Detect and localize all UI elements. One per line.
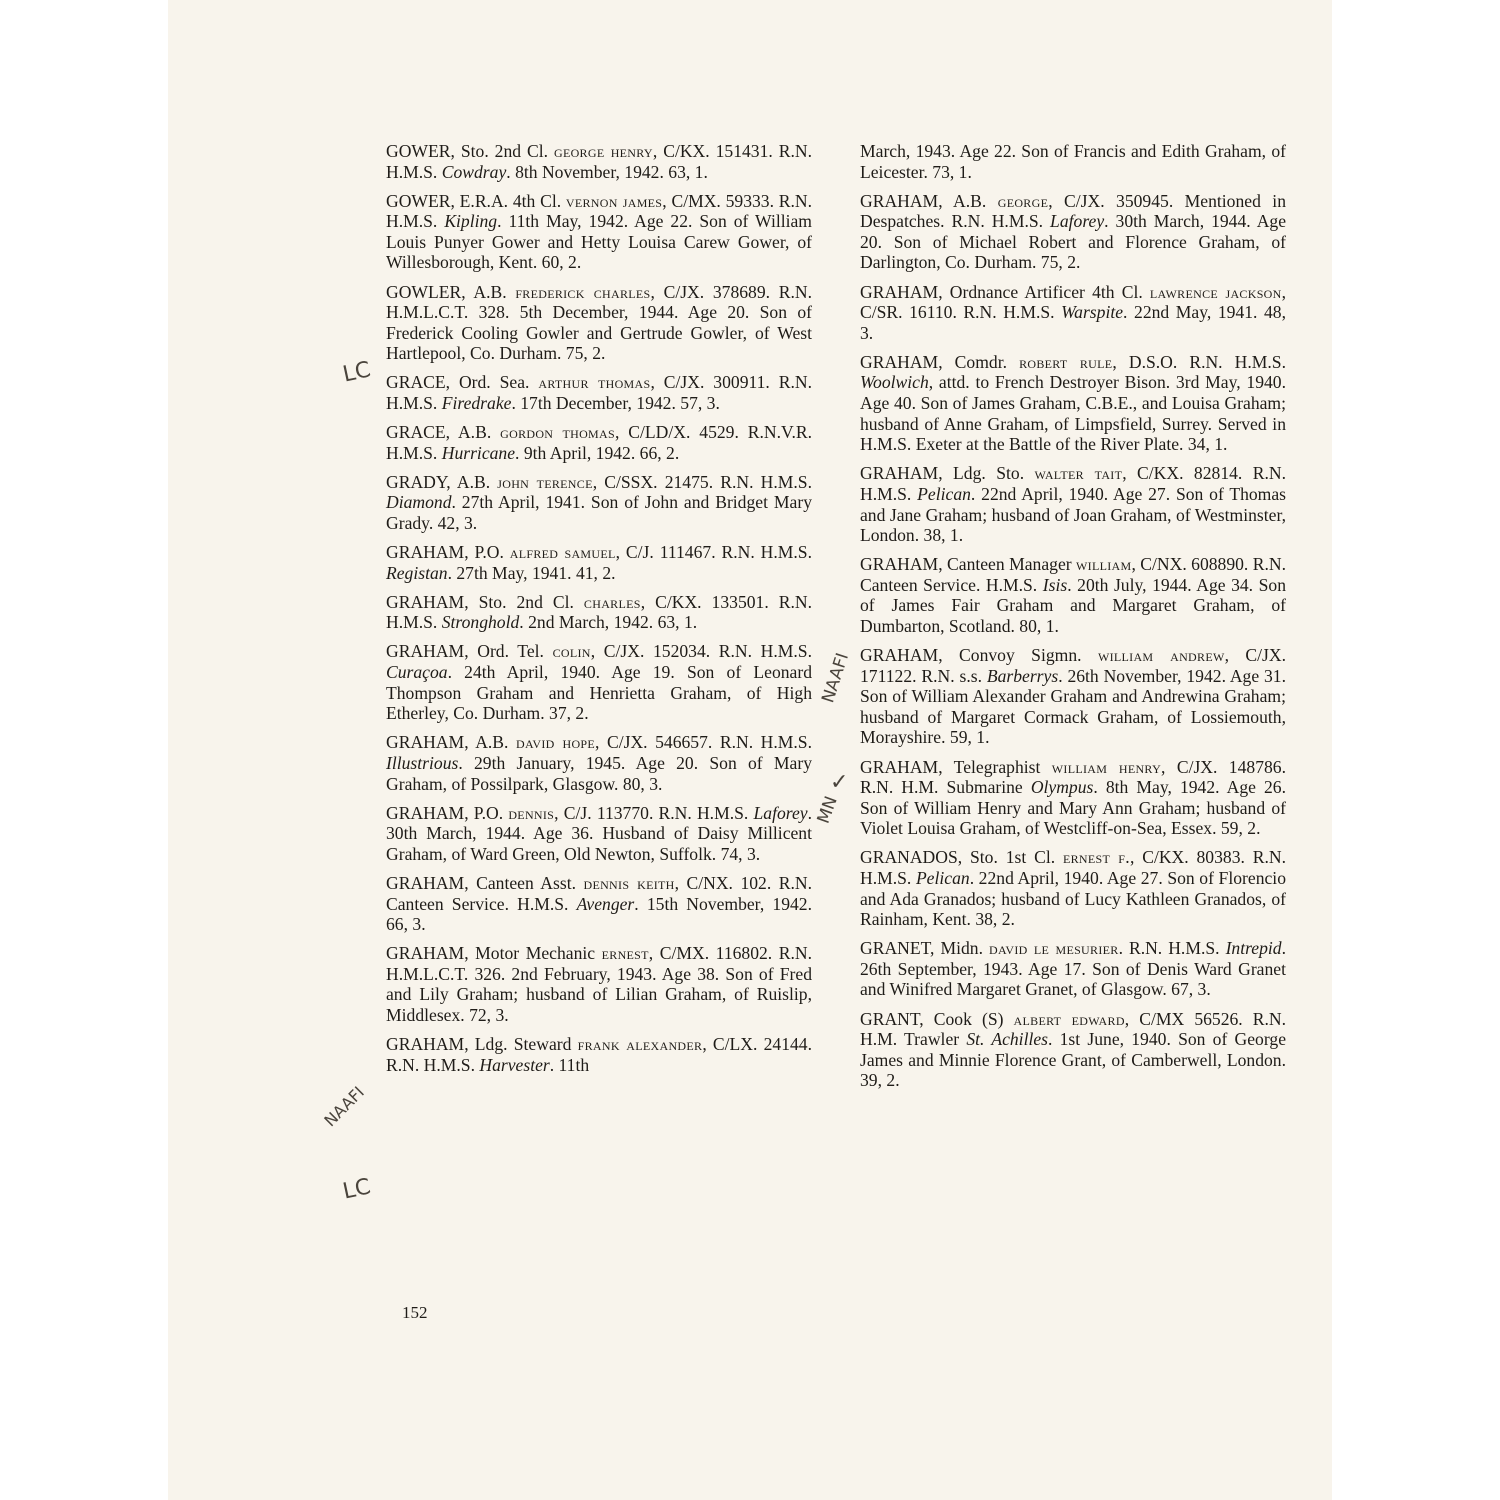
page-number: 152 (402, 1303, 428, 1322)
handwritten-note-mn: MN (813, 793, 842, 827)
list-item: GRAHAM, P.O. dennis, C/J. 113770. R.N. H.M.S. Laforey. 30th March, 1944. Age 36. Husband of Daisy Millicent Graham, of Ward Green, Old Newton, Suffolk. 74, 3. (386, 802, 813, 864)
list-item: GRAHAM, Ldg. Steward frank alexander, C/LX. 24144. R.N. H.M.S. Harvester. 11th (386, 1034, 812, 1075)
right-scan-margin (1332, 0, 1500, 1500)
list-item: GRAHAM, Ord. Tel. colin, C/JX. 152034. R.N. H.M.S. Curaçoa. 24th April, 1940. Age 19. Son of Leonard Thompson Graham and Henrietta Graham, of High Etherley, Co. Durham. 37, 2. (386, 641, 812, 724)
handwritten-note-naafi: NAAFI (320, 1082, 368, 1131)
handwritten-note-naafi: NAAFI (818, 650, 854, 706)
list-item: GRAHAM, Canteen Manager william, C/NX. 608890. R.N. Canteen Service. H.M.S. Isis. 20th July, 1944. Age 34. Son of James Fair Graham and Margaret Graham, of Dumbarton, Scotland. 80, 1. (860, 554, 1286, 636)
list-item: GRAHAM, Telegraphist william henry, C/JX. 148786. R.N. H.M. Submarine Olympus. 8th May, 1942. Age 26. Son of William Henry and Mary Ann Graham; husband of Violet Louisa Graham, of Westcliff-on-Sea, Essex. 59, 2. (860, 756, 1287, 839)
list-item: GRADY, A.B. john terence, C/SSX. 21475. R.N. H.M.S. Diamond. 27th April, 1941. Son of John and Bridget Mary Grady. 42, 3. (386, 471, 812, 533)
list-item: GRAHAM, A.B. george, C/JX. 350945. Mentioned in Despatches. R.N. H.M.S. Laforey. 30th March, 1944. Age 20. Son of Michael Robert and Florence Graham, of Darlington, Co. Durham. 75, 2. (860, 190, 1287, 273)
list-item: GRAHAM, Ordnance Artificer 4th Cl. lawrence jackson, C/SR. 16110. R.N. H.M.S. Warspite. 22nd May, 1941. 48, 3. (860, 281, 1287, 343)
handwritten-note-lc: LC (340, 1174, 373, 1205)
right-column (860, 141, 1286, 1099)
list-item: GRAHAM, Canteen Asst. dennis keith, C/NX. 102. R.N. Canteen Service. H.M.S. Avenger. 15th November, 1942. 66, 3. (386, 872, 812, 935)
list-item: March, 1943. Age 22. Son of Francis and Edith Graham, of Leicester. 73, 1. (860, 141, 1286, 182)
list-item: GRANET, Midn. david le mesurier. R.N. H.M.S. Intrepid. 26th September, 1943. Age 17. Son of Denis Ward Granet and Winifred Margaret Granet, of Glasgow. 67, 3. (860, 938, 1286, 1000)
list-item: GRAHAM, Comdr. robert rule, D.S.O. R.N. H.M.S. Woolwich, attd. to French Destroyer Bison. 3rd May, 1940. Age 40. Son of James Graham, C.B.E., and Louisa Graham; husband of Anne Graham, of Limpsfield, Surrey. Served in H.M.S. Exeter at the Battle of the River Plate. 34, 1. (860, 351, 1286, 455)
list-item: GOWLER, A.B. frederick charles, C/JX. 378689. R.N. H.M.L.C.T. 328. 5th December, 1944. Age 20. Son of Frederick Cooling Gowler and Gertrude Gowler, of West Hartlepool, Co. Durham. 75, 2. (386, 281, 812, 364)
list-item: GRAHAM, Ldg. Sto. walter tait, C/KX. 82814. R.N. H.M.S. Pelican. 22nd April, 1940. Age 27. Son of Thomas and Jane Graham; husband of Joan Graham, of Westminster, London. 38, 1. (860, 463, 1287, 546)
list-item: GRANT, Cook (S) albert edward, C/MX 56526. R.N. H.M. Trawler St. Achilles. 1st June, 1940. Son of George James and Minnie Florence Grant, of Camberwell, London. 39, 2. (860, 1008, 1287, 1091)
list-item: GRACE, Ord. Sea. arthur thomas, C/JX. 300911. R.N. H.M.S. Firedrake. 17th December, 1942. 57, 3. (386, 372, 812, 414)
left-column (386, 141, 812, 1084)
handwritten-tick-mark: ✓ (830, 770, 849, 795)
list-item: GRACE, A.B. gordon thomas, C/LD/X. 4529. R.N.V.R. H.M.S. Hurricane. 9th April, 1942. 66, 2. (386, 422, 812, 463)
handwritten-note-lc: LC (340, 357, 373, 388)
list-item: GRANADOS, Sto. 1st Cl. ernest f., C/KX. 80383. R.N. H.M.S. Pelican. 22nd April, 1940. Age 27. Son of Florencio and Ada Granados; husband of Lucy Kathleen Granados, of Rainham, Kent. 38, 2. (860, 847, 1286, 930)
list-item: GRAHAM, Sto. 2nd Cl. charles, C/KX. 133501. R.N. H.M.S. Stronghold. 2nd March, 1942. 63, 1. (386, 591, 812, 633)
list-item: GRAHAM, Motor Mechanic ernest, C/MX. 116802. R.N. H.M.L.C.T. 326. 2nd February, 1943. Age 38. Son of Fred and Lily Graham; husband of Lilian Graham, of Ruislip, Middlesex. 72, 3. (386, 943, 813, 1025)
left-scan-margin (0, 0, 168, 1500)
list-item: GRAHAM, A.B. david hope, C/JX. 546657. R.N. H.M.S. Illustrious. 29th January, 1945. Age 20. Son of Mary Graham, of Possilpark, Glasgow. 80, 3. (386, 732, 812, 794)
list-item: GOWER, E.R.A. 4th Cl. vernon james, C/MX. 59333. R.N. H.M.S. Kipling. 11th May, 1942. Age 22. Son of William Louis Punyer Gower and Hetty Louisa Carew Gower, of Willesborough, Kent. 60, 2. (386, 190, 812, 273)
list-item: GRAHAM, Convoy Sigmn. william andrew, C/JX. 171122. R.N. s.s. Barberrys. 26th November, 1942. Age 31. Son of William Alexander Graham and Andrewina Graham; husband of Margaret Cormack Graham, of Lossiemouth, Morayshire. 59, 1. (860, 645, 1287, 748)
list-item: GOWER, Sto. 2nd Cl. george henry, C/KX. 151431. R.N. H.M.S. Cowdray. 8th November, 1942. 63, 1. (386, 141, 812, 182)
list-item: GRAHAM, P.O. alfred samuel, C/J. 111467. R.N. H.M.S. Registan. 27th May, 1941. 41, 2. (386, 542, 812, 583)
